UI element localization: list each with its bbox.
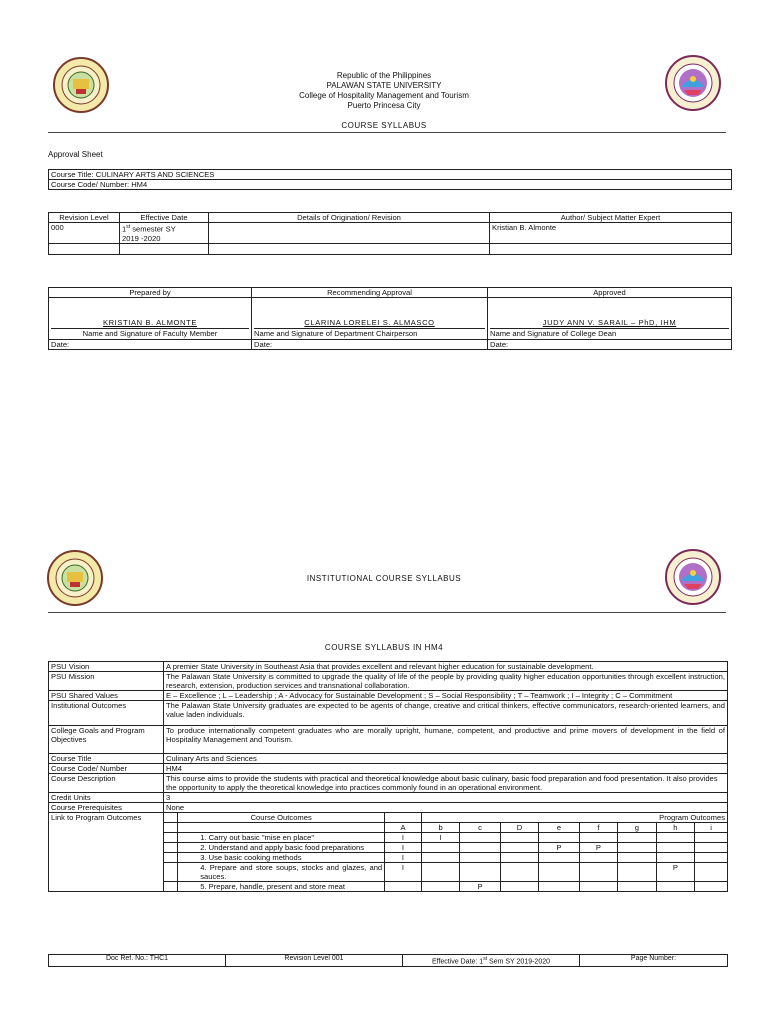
- syllabus-row: Course Code/ Number HM4: [49, 764, 728, 774]
- outcome-mark: P: [539, 843, 579, 853]
- outcome-mark: [579, 833, 618, 843]
- syllabus-row: Institutional Outcomes The Palawan State University graduates are expected to be agents of change, creative and critical thinkers, effective communicators, research-oriented learners, and value laden individuals.: [49, 701, 728, 726]
- outcome-mark: [656, 853, 695, 863]
- outcome-mark: [618, 843, 656, 853]
- course-info-table: [48, 169, 732, 190]
- outcome-mark: [500, 843, 539, 853]
- syllabus-table: [48, 661, 728, 892]
- university-seal-left: [46, 549, 104, 607]
- program-outcome-letter: D: [500, 823, 539, 833]
- outcome-mark: [579, 853, 618, 863]
- footer-doc-ref: Doc Ref. No.: THC1: [49, 955, 226, 967]
- letter-row: [164, 823, 727, 833]
- outcome-mark: [618, 853, 656, 863]
- syllabus-row: College Goals and Program Objectives To produce internationally competent graduates who are morally upright, humane, competent, and productive and prime movers of development in the field of Hospitality Management and Tourism.: [49, 726, 728, 754]
- prepared-name: KRISTIAN B. ALMONTE: [102, 318, 198, 327]
- approval-label: Approval Sheet: [48, 150, 103, 159]
- program-outcome-letter: h: [656, 823, 695, 833]
- syllabus-row: PSU Shared Values E – Excellence ; L – Leadership ; A - Advocacy for Sustainable Development ; S – Social Responsibility ; T – Teamwork ; I – Integrity ; C – Commitment: [49, 691, 728, 701]
- outcome-mark: [656, 843, 695, 853]
- sig-header: Prepared by: [49, 288, 252, 298]
- course-outcome-row: [164, 833, 727, 843]
- outcome-mark: [385, 882, 422, 892]
- syllabus-row: PSU Vision A premier State University in Southeast Asia that provides excellent and relevant higher education for sustainable development.: [49, 662, 728, 672]
- outcome-mark: [460, 853, 500, 863]
- outcome-mark: I: [385, 863, 422, 882]
- program-outcome-letter: i: [695, 823, 727, 833]
- date-field: Date:: [49, 340, 252, 350]
- sig-recommending: [252, 298, 488, 340]
- outcome-mark: [618, 833, 656, 843]
- course-outcomes-header: Course Outcomes: [178, 813, 385, 823]
- outcome-mark: [539, 882, 579, 892]
- course-outcome-text: 3. Use basic cooking methods: [178, 853, 385, 863]
- header-university: PALAWAN STATE UNIVERSITY: [326, 81, 442, 90]
- outcome-mark: I: [385, 853, 422, 863]
- syllabus-row: Course Description This course aims to provide the students with practical and theoretical knowledge about basic culinary, basic food preparation and food presentation. It also provides the opportunity to apply the theoretical knowledge into practices commonly found in an operational environment.: [49, 774, 728, 793]
- revision-author: Kristian B. Almonte: [490, 223, 732, 244]
- syllabus-row: PSU Mission The Palawan State University is committed to upgrade the quality of life of the people by providing quality higher education opportunities through excellent instruction, research, extension, production services and transnational collaboration.: [49, 672, 728, 691]
- program-outcome-letter: g: [618, 823, 656, 833]
- course-outcome-row: [164, 863, 727, 882]
- outcome-mark: P: [460, 882, 500, 892]
- college-seal-right: [664, 54, 722, 112]
- outcome-mark: [695, 882, 727, 892]
- outcomes-label: Link to Program Outcomes: [49, 813, 164, 892]
- footer-page: Page Number:: [580, 955, 728, 967]
- outcomes-matrix: [164, 813, 727, 891]
- syllabus-row: Course Title Culinary Arts and Sciences: [49, 754, 728, 764]
- outcome-mark: [656, 833, 695, 843]
- header-republic: Republic of the Philippines: [336, 71, 432, 80]
- footer-revision: Revision Level 001: [226, 955, 403, 967]
- program-outcome-letter: A: [385, 823, 422, 833]
- outcome-mark: [500, 863, 539, 882]
- revision-header: Revision Level: [49, 213, 120, 223]
- outcome-mark: [460, 843, 500, 853]
- outcome-mark: [695, 853, 727, 863]
- outcome-mark: [460, 833, 500, 843]
- outcome-mark: P: [656, 863, 695, 882]
- program-outcome-letter: f: [579, 823, 618, 833]
- recommending-role: Name and Signature of Department Chairperson: [254, 328, 485, 338]
- approved-name: JUDY ANN V. SARAIL – PhD, IHM: [542, 318, 677, 327]
- outcome-mark: I: [421, 833, 459, 843]
- program-outcomes-header: Program Outcomes: [421, 813, 727, 823]
- college-seal-right: [664, 548, 722, 606]
- program-outcome-letter: b: [421, 823, 459, 833]
- footer-effective: Effective Date: 1st Sem SY 2019-2020: [403, 955, 580, 967]
- outcome-mark: [421, 853, 459, 863]
- footer-table: [48, 954, 728, 967]
- course-outcome-text: 1. Carry out basic "mise en place": [178, 833, 385, 843]
- signature-table: [48, 287, 732, 350]
- outcomes-row: [49, 813, 728, 892]
- outcome-mark: [695, 843, 727, 853]
- sig-prepared: [49, 298, 252, 340]
- outcome-mark: [695, 863, 727, 882]
- revision-level: 000: [49, 223, 120, 244]
- revision-header: Author/ Subject Matter Expert: [490, 213, 732, 223]
- prepared-role: Name and Signature of Faculty Member: [51, 328, 249, 338]
- course-title-cell: Course Title: CULINARY ARTS AND SCIENCES: [49, 170, 732, 180]
- course-code-cell: Course Code/ Number: HM4: [49, 180, 732, 190]
- syllabus-row: Credit Units 3: [49, 793, 728, 803]
- program-outcome-letter: e: [539, 823, 579, 833]
- sig-header: Approved: [488, 288, 732, 298]
- sig-approved: [488, 298, 732, 340]
- outcome-mark: [539, 863, 579, 882]
- outcome-mark: [579, 882, 618, 892]
- outcome-mark: I: [385, 843, 422, 853]
- effective-date: 1st semester SY 2019 -2020: [120, 223, 209, 244]
- sig-header: Recommending Approval: [252, 288, 488, 298]
- outcome-mark: [460, 863, 500, 882]
- header-city: Puerto Princesa City: [347, 101, 421, 110]
- program-outcome-letter: c: [460, 823, 500, 833]
- outcome-mark: [539, 833, 579, 843]
- date-field: Date:: [252, 340, 488, 350]
- recommending-name: CLARINA LORELEI S. ALMASCO: [304, 318, 435, 327]
- revision-header: Details of Origination/ Revision: [209, 213, 490, 223]
- outcome-mark: [618, 882, 656, 892]
- revision-header: Effective Date: [120, 213, 209, 223]
- header-college: College of Hospitality Management and Tourism: [299, 91, 469, 100]
- outcome-mark: [500, 833, 539, 843]
- outcome-mark: I: [385, 833, 422, 843]
- course-outcome-row: [164, 882, 727, 892]
- date-field: Date:: [488, 340, 732, 350]
- outcome-mark: [421, 882, 459, 892]
- outcome-mark: [421, 863, 459, 882]
- syllabus-subtitle: COURSE SYLLABUS IN HM4: [324, 643, 444, 652]
- doc-title: COURSE SYLLABUS: [341, 121, 427, 130]
- outcome-mark: [539, 853, 579, 863]
- outcome-mark: [421, 843, 459, 853]
- outcome-mark: [579, 863, 618, 882]
- institutional-title: INSTITUTIONAL COURSE SYLLABUS: [306, 574, 462, 583]
- divider: [48, 612, 726, 613]
- divider: [48, 132, 726, 133]
- course-outcome-row: [164, 853, 727, 863]
- syllabus-row: Course Prerequisites None: [49, 803, 728, 813]
- outcome-mark: [500, 853, 539, 863]
- outcome-mark: P: [579, 843, 618, 853]
- outcome-mark: [618, 863, 656, 882]
- university-seal-left: [52, 56, 110, 114]
- course-outcome-text: 5. Prepare, handle, present and store meat: [178, 882, 385, 892]
- outcome-mark: [656, 882, 695, 892]
- course-outcome-text: 2. Understand and apply basic food preparations: [178, 843, 385, 853]
- approved-role: Name and Signature of College Dean: [490, 328, 729, 338]
- course-outcome-text: 4. Prepare and store soups, stocks and glazes, and sauces.: [178, 863, 385, 882]
- outcome-mark: [500, 882, 539, 892]
- course-outcome-row: [164, 843, 727, 853]
- revision-table: [48, 212, 732, 255]
- revision-details: [209, 223, 490, 244]
- outcome-mark: [695, 833, 727, 843]
